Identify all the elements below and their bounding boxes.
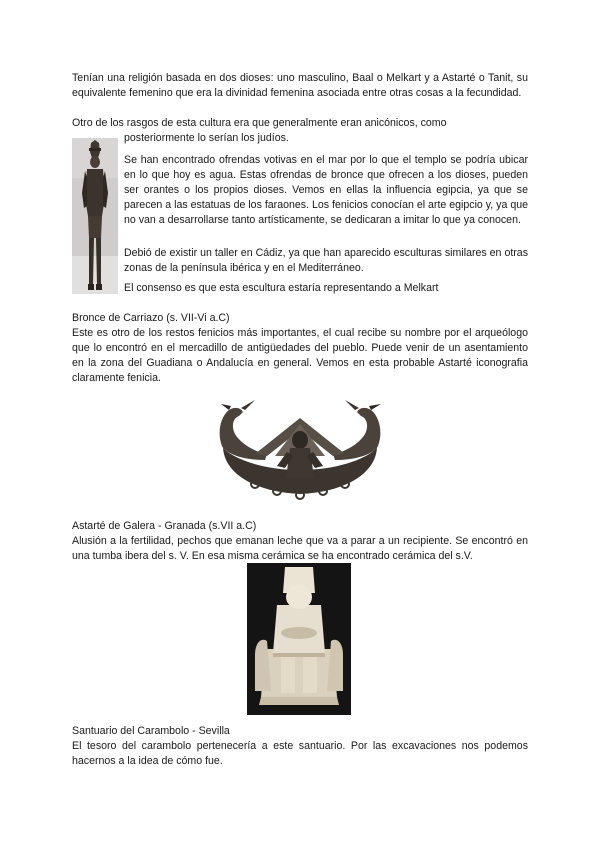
bronce-de-carriazo-image	[215, 396, 385, 502]
aniconic-paragraph-end: posteriormente lo serían los judíos.	[124, 132, 289, 144]
astarte-de-galera-image	[247, 563, 351, 715]
carriazo-paragraph: Este es otro de los restos fenicios más importantes, el cual recibe su nombre por el arqueólogo que lo encontró en el mercadillo de antigüedades del pueblo. Puede venir de un asentamiento en la zona del Guadiana o Andalucía en general. Vemos en esta probable Astarté iconografia claramente fenicia.	[72, 327, 528, 384]
religion-paragraph: Tenían una religión basada en dos dioses: uno masculino, Baal o Melkart y a Astarté o Tanit, su equivalente femenino que era la divinidad femenina asociada entre otras cosas a la fecundidad.	[72, 72, 528, 99]
carambolo-heading: Santuario del Carambolo - Sevilla	[72, 725, 230, 737]
carriazo-heading: Bronce de Carriazo (s. VII-Vi a.C)	[72, 312, 230, 324]
aniconic-paragraph-start: Otro de los rasgos de esta cultura era que generalmente eran anicónicos, como	[72, 117, 447, 129]
carambolo-paragraph: El tesoro del carambolo pertenecería a este santuario. Por las excavaciones nos podemos hacernos a la idea de cómo fue.	[72, 740, 528, 767]
galera-heading: Astarté de Galera - Granada (s.VII a.C)	[72, 520, 257, 532]
melkart-bronze-statuette-image	[72, 138, 118, 294]
melkart-paragraph: El consenso es que esta escultura estaría representando a Melkart	[124, 282, 439, 294]
workshop-paragraph: Debió de existir un taller en Cádiz, ya que han aparecido esculturas similares en otras zonas de la península ibérica y en el Mediterráneo.	[124, 247, 528, 274]
galera-paragraph: Alusión a la fertilidad, pechos que emanan leche que va a parar a un recipiente. Se encontró en una tumba ibera del s. V. En esa misma cerámica se ha encontrado cerámica del s.V.	[72, 535, 528, 562]
offerings-paragraph: Se han encontrado ofrendas votivas en el mar por lo que el templo se podría ubicar en lo que hoy es agua. Estas ofrendas de bronce que ofrecen a los dioses, pueden ser orantes o los propios dioses. Vemos en ellas la influencia egipcia, ya que se parecen a las estatuas de los faraones. Los fenicios conocían el arte egipcio y, ya que no van a desarrollarse tanto artísticamente, se dedicaran a imitar lo que ya conocen.	[124, 154, 528, 226]
